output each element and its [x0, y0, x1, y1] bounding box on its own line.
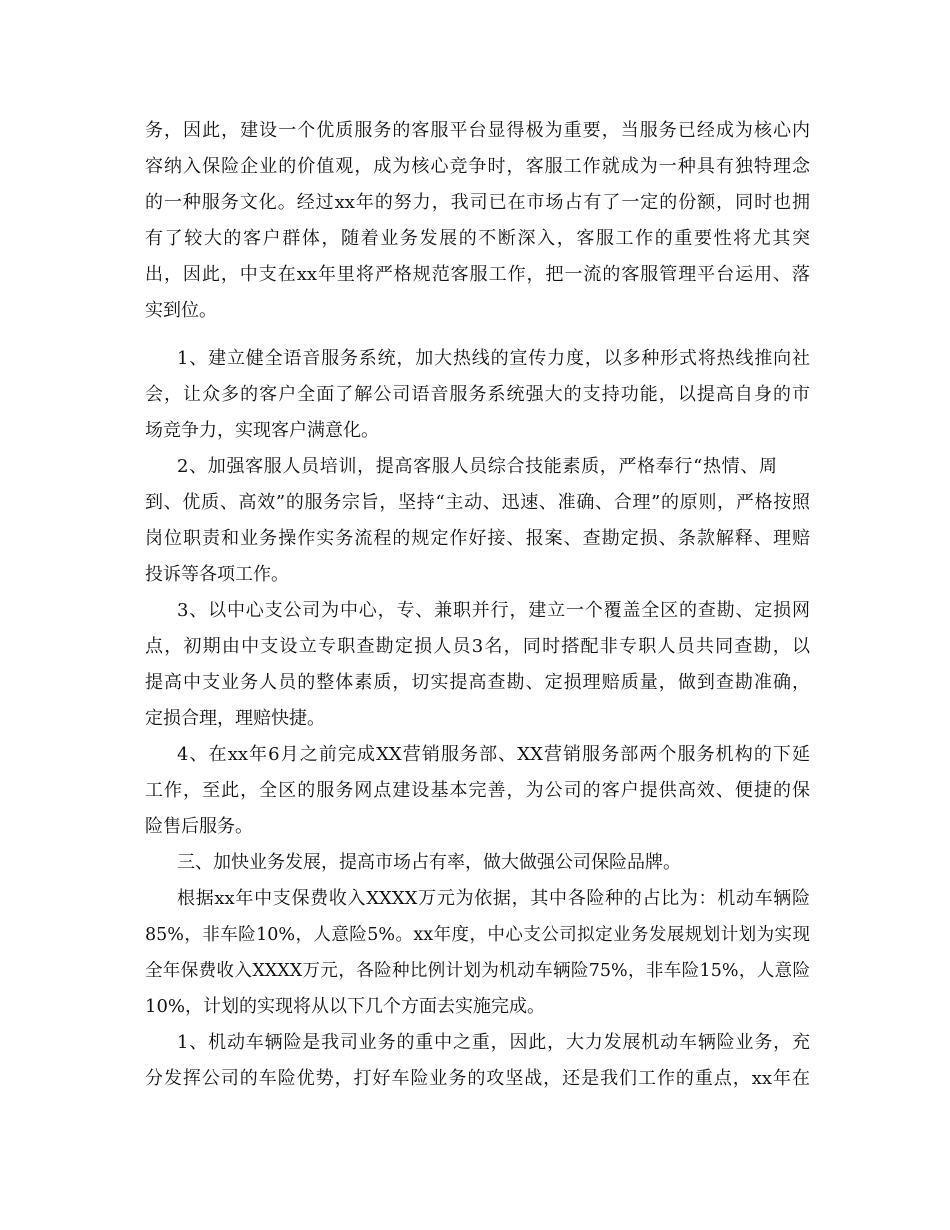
paragraph-first-line: 1、建立健全语音服务系统，加大热线的宣传力度，以多种形式将热线推向社 — [177, 348, 810, 369]
paragraph-first-line: 3、以中心支公司为中心，专、兼职并行，建立一个覆盖全区的查勘、定损网 — [177, 600, 810, 621]
paragraph-first-line: 2、加强客服人员培训，提高客服人员综合技能素质，严格奉行“热情、周 — [177, 456, 777, 477]
text-line: 85%，非车险10%，人意险5%。xx年度，中心支公司拟定业务发展规划计划为实现 — [145, 925, 810, 945]
text-line: 岗位职责和业务操作实务流程的规定作好接、报案、查勘定损、条款解释、理赔 — [145, 528, 810, 549]
text-line: 工作，至此，全区的服务网点建设基本完善，为公司的客户提供高效、便捷的保 — [145, 780, 810, 801]
text-line: 的一种服务文化。经过xx年的努力，我司已在市场占有了一定的份额，同时也拥 — [145, 192, 810, 213]
text-line: 全年保费收入XXXX万元，各险种比例计划为机动车辆险75%，非车险15%，人意险 — [145, 961, 810, 981]
text-line: 10%，计划的实现将从以下几个方面去实施完成。 — [145, 996, 546, 1017]
text-line: 场竞争力，实现客户满意化。 — [145, 420, 379, 441]
text-line: 有了较大的客户群体，随着业务发展的不断深入，客服工作的重要性将尤其突 — [145, 228, 810, 249]
paragraph-first-line: 根据xx年中支保费收入XXXX万元为依据，其中各险种的占比为：机动车辆险 — [177, 888, 810, 909]
text-line: 投诉等各项工作。 — [145, 564, 289, 585]
text-line: 点，初期由中支设立专职查勘定损人员3名，同时搭配非专职人员共同查勘，以 — [145, 636, 810, 657]
section-heading: 三、加快业务发展，提高市场占有率，做大做强公司保险品牌。 — [177, 852, 681, 873]
text-line: 实到位。 — [145, 300, 217, 321]
text-line: 提高中支业务人员的整体素质，切实提高查勘、定损理赔质量，做到查勘准确， — [145, 672, 810, 693]
text-line: 险售后服务。 — [145, 816, 253, 837]
paragraph-first-line: 4、在xx年6月之前完成XX营销服务部、XX营销服务部两个服务机构的下延 — [177, 744, 810, 765]
paragraph-first-line: 1、机动车辆险是我司业务的重中之重，因此，大力发展机动车辆险业务，充 — [177, 1032, 810, 1053]
text-line: 会，让众多的客户全面了解公司语音服务系统强大的支持功能，以提高自身的市 — [145, 384, 810, 405]
text-line: 分发挥公司的车险优势，打好车险业务的攻坚战，还是我们工作的重点，xx年在 — [145, 1068, 810, 1089]
text-line: 出，因此，中支在xx年里将严格规范客服工作，把一流的客服管理平台运用、落 — [145, 264, 810, 285]
text-line: 务，因此，建设一个优质服务的客服平台显得极为重要，当服务已经成为核心内 — [145, 120, 810, 141]
text-line: 定损合理，理赔快捷。 — [145, 708, 325, 729]
text-line: 到、优质、高效”的服务宗旨，坚持“主动、迅速、准确、合理”的原则，严格按照 — [145, 492, 810, 513]
text-line: 容纳入保险企业的价值观，成为核心竞争时，客服工作就成为一种具有独特理念 — [145, 156, 810, 177]
